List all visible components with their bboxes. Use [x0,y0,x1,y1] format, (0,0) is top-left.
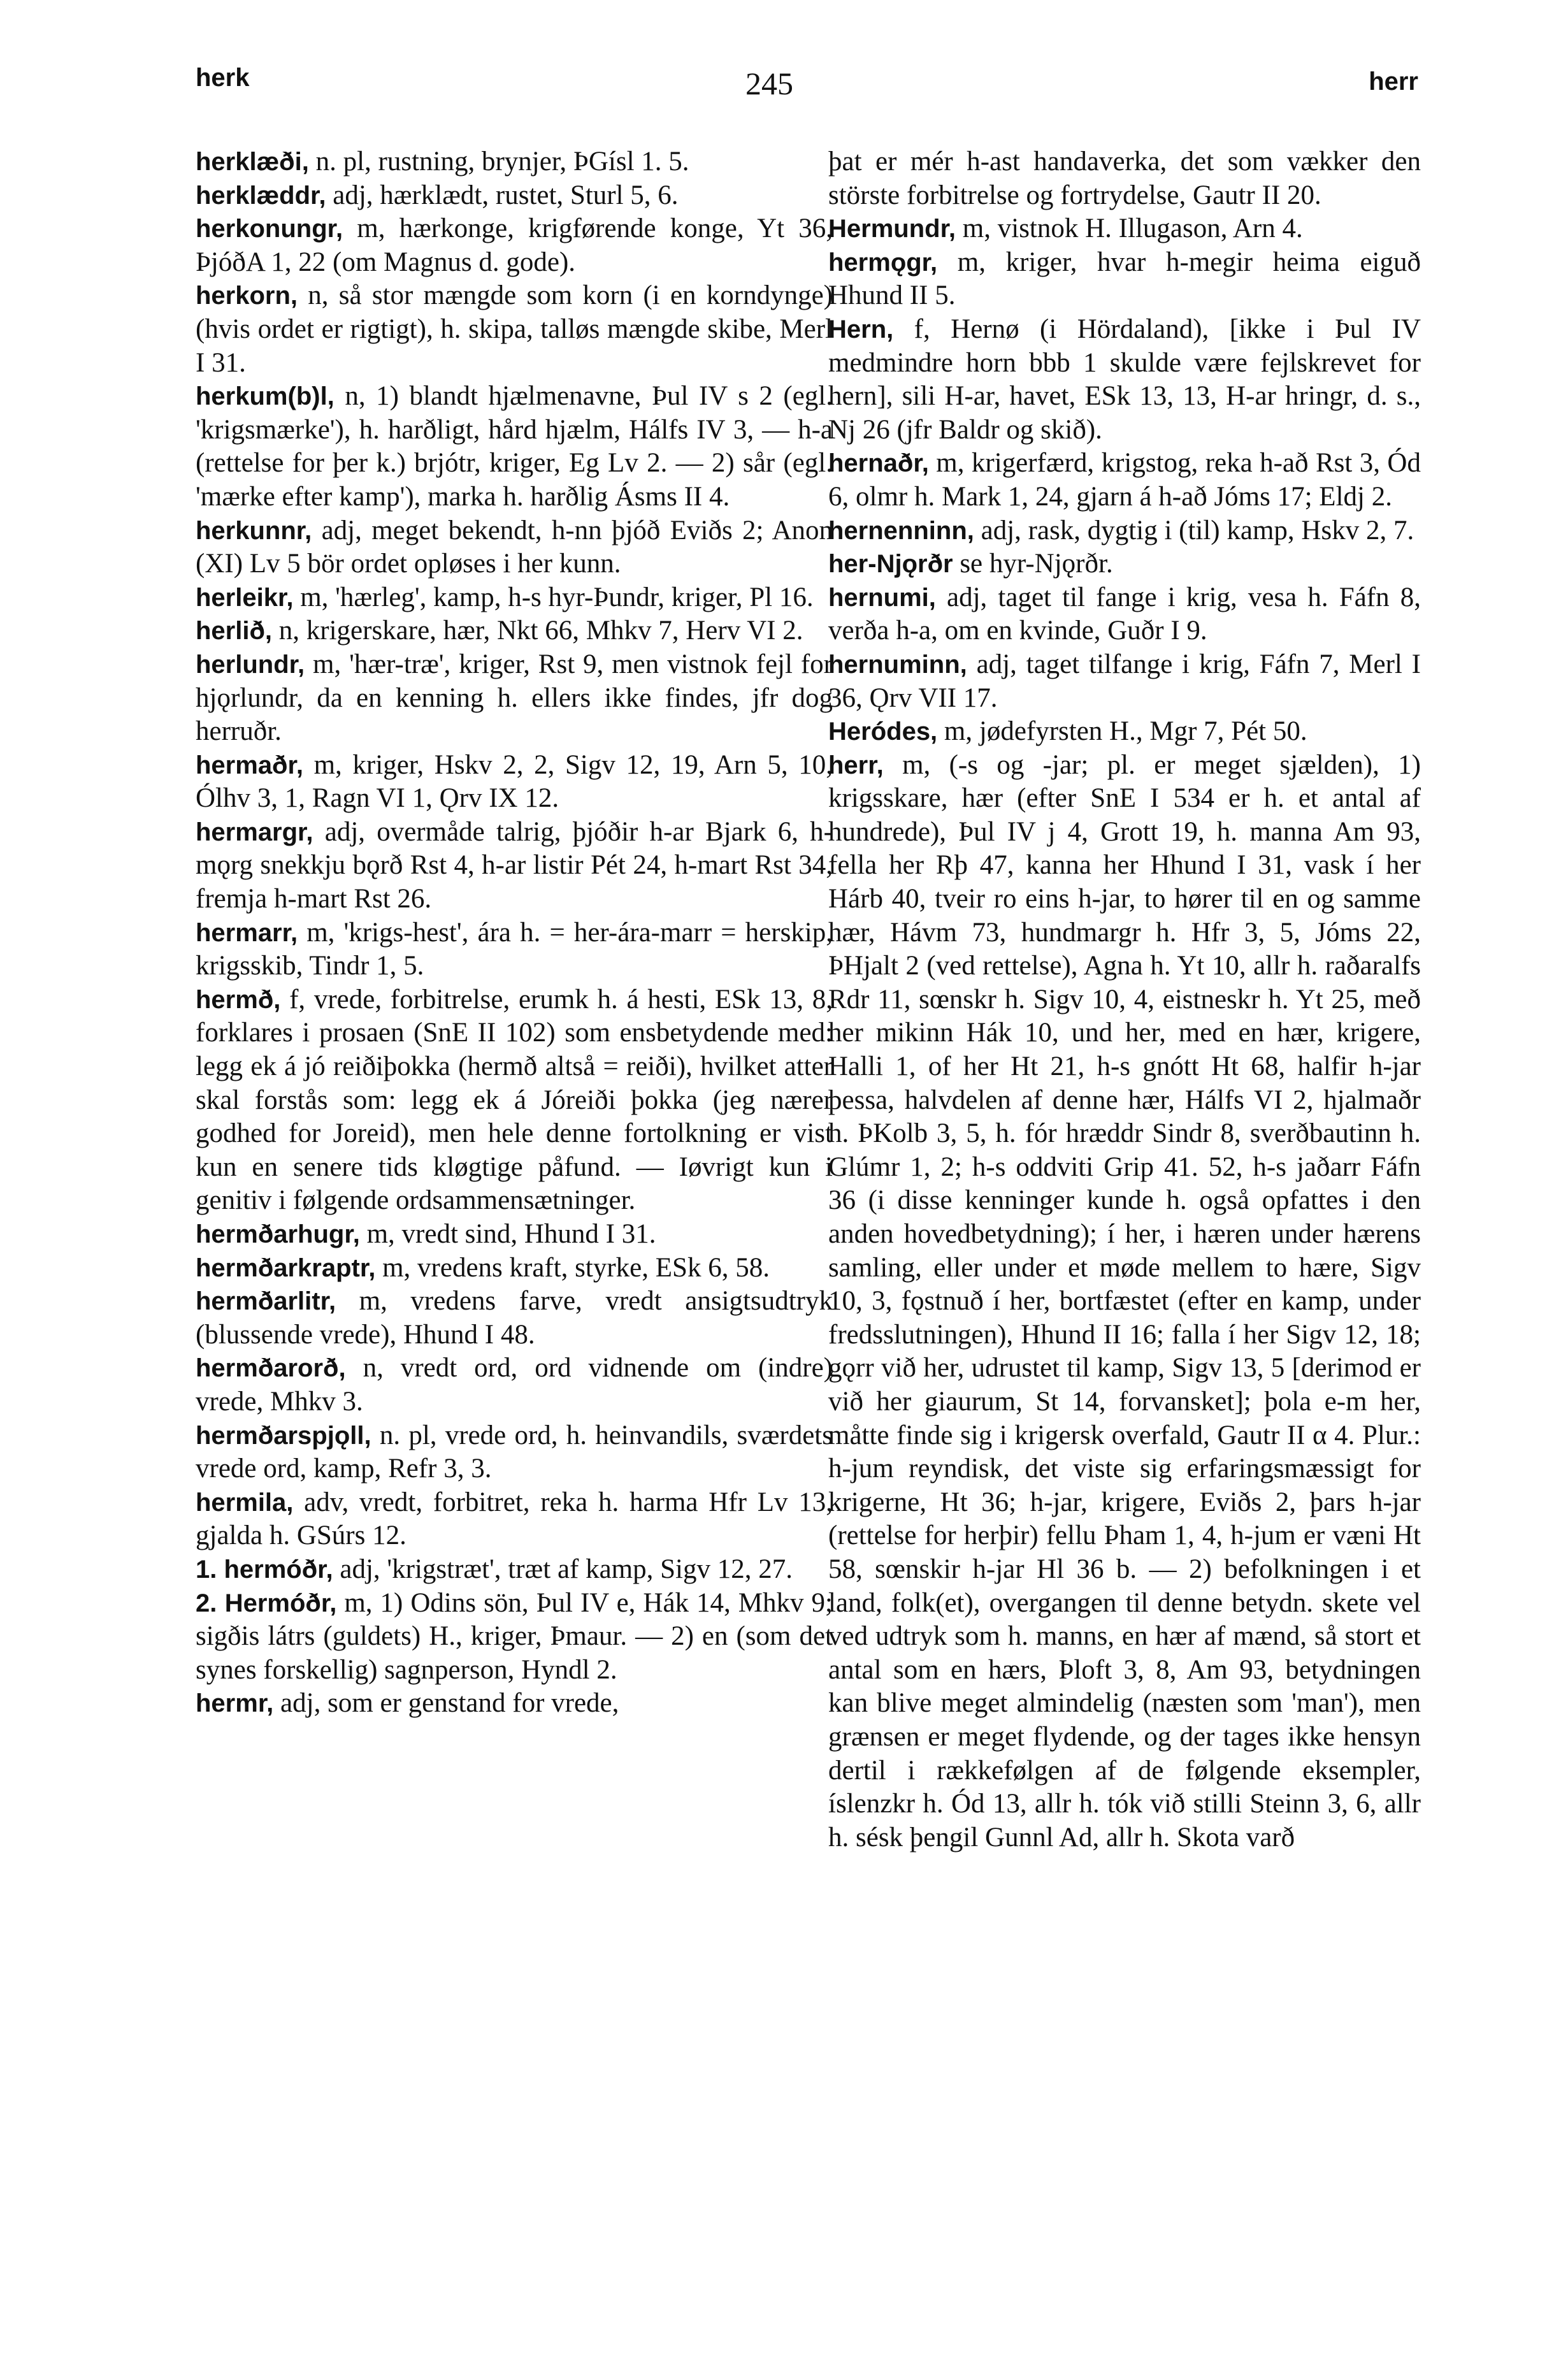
dictionary-entry [196,1553,833,1587]
entry-text: n. pl, vrede ord, h. heinvandils, sværdets vrede ord, kamp, Refr 3, 3. [196,1420,833,1484]
entry-text: se hyr-Njǫrðr. [953,549,1113,579]
headword: hermaðr, [196,751,303,779]
right-column [828,145,1421,1854]
headword: herkonungr, [196,215,343,243]
entry-text: m, 1) Odins sön, Þul IV e, Hák 14, Mhkv 9; sigðis látrs (guldets) H., kriger, Þmaur. — 2) en (som det synes forskellig) sagnperson, Hyndl 2. [196,1587,833,1685]
headword: herkum(b)l, [196,382,334,411]
entry-text: m, 'hær-træ', kriger, Rst 9, men vistnok fejl for hjǫrlundr, da en kenning h. ellers ikke findes, jfr dog herruðr. [196,649,833,747]
dictionary-entry [196,1419,833,1486]
entry-text: m, vredens kraft, styrke, ESk 6, 58. [375,1252,770,1283]
page-header [0,64,1568,115]
dictionary-entry [196,1352,833,1419]
headword: her-Njǫrðr [828,550,953,579]
dictionary-entry [828,447,1421,514]
headword: herlundr, [196,650,305,679]
entry-text: m, 'hærleg', kamp, h-s hyr-Þundr, kriger, Pl 16. [293,582,814,612]
dictionary-entry [196,1587,833,1687]
entry-text: m, kriger, Hskv 2, 2, Sigv 12, 19, Arn 5, 10, Ólhv 3, 1, Ragn VI 1, Ǫrv IX 12. [196,749,833,814]
entry-text: adj, hærklædt, rustet, Sturl 5, 6. [326,180,679,210]
dictionary-entry [828,581,1421,648]
dictionary-entry [828,715,1421,749]
dictionary-entry [196,380,833,514]
dictionary-entry [828,212,1421,246]
entry-text: adj, taget tilfange i krig, Fáfn 7, Merl I 36, Ǫrv VII 17. [828,649,1421,713]
dictionary-entry [196,916,833,983]
dictionary-entry [828,514,1421,548]
headword: Hermundr, [828,215,956,243]
entry-text: n, 1) blandt hjælmenavne, Þul IV s 2 (egl. 'krigsmærke'), h. harðligt, hård hjælm, Hálfs IV 3, — h-a (rettelse for þer k.) brjótr, kriger, Eg Lv 2. — 2) sår (egl. 'mærke efter kamp'), marka h. harðlig Ásms II 4. [196,381,833,512]
headword: herlið, [196,617,273,646]
headword: Hern, [828,315,894,343]
headword: hernaðr, [828,449,929,478]
entry-text: n, så stor mængde som korn (i en korndynge) (hvis ordet er rigtigt), h. skipa, talløs mængde skibe, Merl I 31. [196,280,833,378]
page-number: 245 [745,66,793,101]
dictionary-entry [196,581,833,615]
dictionary-entry [828,749,1421,1855]
running-head-right: herr [1369,68,1418,96]
dictionary-entry [196,145,833,179]
dictionary-entry [828,313,1421,447]
entry-text: m, jødefyrsten H., Mgr 7, Pét 50. [937,716,1307,747]
headword: hernumi, [828,583,936,612]
dictionary-entry [196,212,833,279]
headword: herklæddr, [196,181,326,210]
dictionary-entry [196,816,833,916]
entry-text: m, vredt sind, Hhund I 31. [359,1219,656,1249]
entry-text: m, (-s og -jar; pl. er meget sjælden), 1) krigsskare, hær (efter SnE I 534 er h. et antal af hundrede), Þul IV j 4, Grott 19, h. manna Am 93, fella her Rþ 47, kanna her Hhund I 31, vask í her Hárb 40, tveir ro eins h-jar, to hører til en og samme hær, Hávm 73, hundmargr h. Hfr 3, 5, Jóms 22, ÞHjalt 2 (ved rettelse), Agna h. Yt 10, allr h. raðaralfs Rdr 11, sœnskr h. Sigv 10, 4, eistneskr h. Yt 25, með her mikinn Hák 10, und her, med en hær, krigere, Halli 1, of her Ht 21, h-s gnótt Ht 68, halfir h-jar þessa, halvdelen af denne hær, Hálfs VI 2, hjalmaðr h. ÞKolb 3, 5, h. fór hræddr Sindr 8, sverðbautinn h. Glúmr 1, 2; h-s oddviti Grip 41. 52, h-s jaðarr Fáfn 36 (i disse kenninger kunde h. også opfattes i den anden hovedbetydning); í her, i hæren under hærens samling, eller under et møde mellem to hære, Sigv 10, 3, fǫstnuð í her, bortfæstet (efter en kamp, under fredsslutningen), Hhund II 16; falla í her Sigv 12, 18; gǫrr við her, udrustet til kamp, Sigv 13, 5 [derimod er við her giaurum, St 14, forvansket]; þola e-m her, måtte finde sig i krigersk overfald, Gautr II α 4. Plur.: h-jum reyndisk, det viste sig erfaringsmæssigt for krigerne, Ht 36; h-jar, krigere, Eviðs 2, þars h-jar (rettelse for herþir) fellu Þham 1, 4, h-jum er væni Ht 58, sœnskir h-jar Hl 36 b. — 2) befolkningen i et land, folk(et), overgangen til denne betydn. skete vel ved udtryk som h. manns, en hær af mænd, så stort et antal som en hærs, Þloft 3, 8, Am 93, betydningen kan blive meget almindelig (næsten som 'man'), men grænsen er meget flydende, og der tages ikke hensyn dertil i rækkefølgen af de følgende eksempler, íslenzkr h. Ód 13, allr h. tók við stilli Steinn 3, 6, allr h. sésk þengil Gunnl Ad, allr h. Skota varð [828,749,1421,1852]
entry-text: adj, taget til fange i krig, vesa h. Fáfn 8, verða h-a, om en kvinde, Guðr I 9. [828,582,1421,646]
dictionary-entry [196,1486,833,1553]
entry-text: n, krigerskare, hær, Nkt 66, Mhkv 7, Herv VI 2. [272,616,803,646]
headword: hermila, [196,1488,294,1517]
entry-text: adj, rask, dygtig i (til) kamp, Hskv 2, 7. [974,515,1414,545]
headword: hermðarspjǫll, [196,1421,371,1450]
entry-text: m, vredens farve, vredt ansigtsudtryk (blussende vrede), Hhund I 48. [196,1286,833,1350]
dictionary-entry [196,983,833,1218]
headword: hermð, [196,985,281,1014]
headword: 2. Hermóðr, [196,1589,337,1617]
headword: herkorn, [196,282,298,310]
dictionary-entry [196,1687,833,1721]
headword: herklæði, [196,148,309,176]
dictionary-entry [196,514,833,581]
headword: 1. hermóðr, [196,1555,333,1584]
headword: herkunnr, [196,516,312,545]
headword: hermðarlitr, [196,1287,336,1316]
entry-text: n. pl, rustning, brynjer, ÞGísl 1. 5. [308,147,689,177]
headword: hermðarkraptr, [196,1253,376,1282]
entry-text: adj, overmåde talrig, þjóðir h-ar Bjark 6, h-mǫrg snekkju bǫrð Rst 4, h-ar listir Pét 24, h-mart Rst 34, fremja h-mart Rst 26. [196,816,833,914]
running-head-left: herk [196,64,250,92]
dictionary-entry [828,648,1421,715]
dictionary-entry [196,614,833,648]
dictionary-entry [196,279,833,380]
entry-text: þat er mér h-ast handaverka, det som vækker den störste forbitrelse og fortrydelse, Gautr II 20. [828,147,1421,210]
entry-text: n, vredt ord, ord vidnende om (indre) vrede, Mhkv 3. [196,1353,833,1417]
headword: hernuminn, [828,650,967,679]
headword: herr, [828,751,884,779]
entry-text: f, vrede, forbitrelse, erumk h. á hesti, ESk 13, 8, forklares i prosaen (SnE II 102) som ensbetydende med: legg ek á jó reiðiþokka (hermð altså = reiði), hvilket atter skal forstås som: legg ek á Jóreiði þokka (jeg nærer godhed for Joreid), men hele denne fortolkning er vist kun en senere tids kløgtige påfund. — Iøvrigt kun i genitiv i følgende ordsammensætninger. [196,984,833,1216]
headword: hernenninn, [828,516,974,545]
entry-text: adj, 'krigstræt', træt af kamp, Sigv 12, 27. [333,1554,793,1584]
entry-text: adv, vredt, forbitret, reka h. harma Hfr Lv 13, gjalda h. GSúrs 12. [196,1487,833,1551]
entry-text: f, Hernø (i Hördaland), [ikke i Þul IV medmindre horn bbb 1 skulde være fejlskrevet for hern], sili H-ar, havet, ESk 13, 13, H-ar hringr, d. s., Nj 26 (jfr Baldr og skið). [828,314,1421,445]
headword: hermðarorð, [196,1354,346,1383]
dictionary-entry [196,749,833,816]
headword: hermargr, [196,818,313,846]
entry-text: m, hærkonge, krigførende konge, Yt 36, ÞjóðA 1, 22 (om Magnus d. gode). [196,213,833,277]
dictionary-entry [828,145,1421,212]
entry-text: m, kriger, hvar h-megir heima eiguð Hhund II 5. [828,247,1421,311]
entry-text: adj, som er genstand for vrede, [273,1688,619,1719]
dictionary-entry [196,1218,833,1252]
headword: hermarr, [196,918,298,947]
left-column [196,145,833,1721]
entry-text: m, krigerfærd, krigstog, reka h-að Rst 3, Ód 6, olmr h. Mark 1, 24, gjarn á h-að Jóms 17; Eldj 2. [828,448,1421,512]
dictionary-entry [196,648,833,749]
headword: hermðarhugr, [196,1220,360,1248]
entry-text: adj, meget bekendt, h-nn þjóð Eviðs 2; Anon (XI) Lv 5 bör ordet opløses i her kunn. [196,515,833,579]
entry-text: m, vistnok H. Illugason, Arn 4. [956,213,1303,244]
dictionary-entry [828,246,1421,313]
dictionary-entry [196,1252,833,1285]
dictionary-entry [196,1285,833,1352]
headword: Heródes, [828,718,938,746]
headword: hermr, [196,1689,274,1718]
dictionary-entry [196,179,833,213]
entry-text: m, 'krigs-hest', ára h. = her-ára-marr = herskip, krigsskib, Tindr 1, 5. [196,917,833,981]
headword: hermǫgr, [828,248,938,277]
headword: herleikr, [196,583,294,612]
dictionary-entry [828,547,1421,581]
